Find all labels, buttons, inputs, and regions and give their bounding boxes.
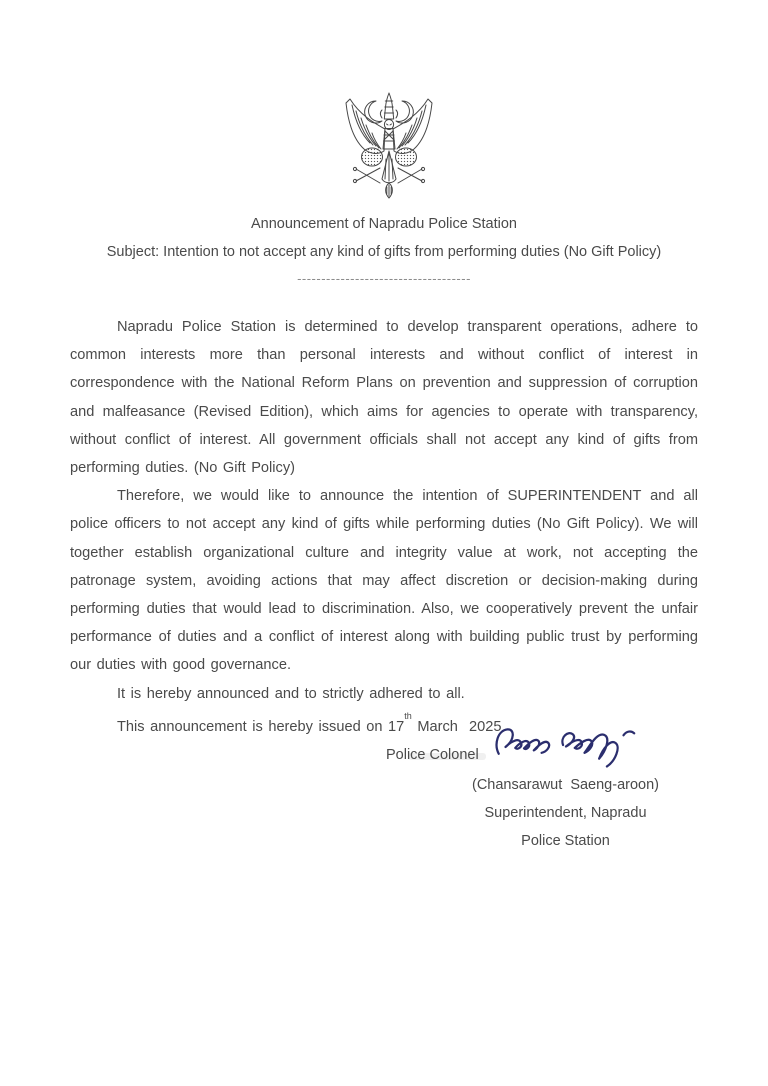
document-title: Announcement of Napradu Police Station [250, 216, 517, 232]
date-line-suffix: March 2025 [411, 718, 502, 735]
handwritten-signature [487, 718, 643, 774]
signatory-position-line1: Superintendent, Napradu [484, 805, 647, 821]
signatory-position-line2: Police Station [521, 833, 610, 849]
date-ordinal: th [404, 710, 412, 721]
separator-dashes: ------------------------------------ [297, 271, 471, 286]
date-line-prefix: This announcement is hereby issued on 17 [117, 718, 405, 735]
document-body [70, 313, 698, 741]
closing-statement: It is hereby announced and to strictly adhered to all. [117, 685, 465, 702]
signatory-block [418, 771, 713, 855]
signatory-name: (Chansarawut Saeng-aroon) [472, 777, 659, 793]
subject-line: Subject: Intention to not accept any kind of gifts from performing duties (No Gift Policy) [106, 244, 662, 260]
garuda-emblem-icon [340, 91, 438, 201]
paragraph-1: Napradu Police Station is determined to develop transparent operations, adhere to common interests more than personal interests and without conflict of interest in correspondence with the National Reform Plans on prevention and suppression of corruption and malfeasance (Revised Edition), which aims for agencies to operate with transparency, without conflict of interest. All government officials shall not accept any kind of gifts from performing duties. (No Gift Policy) [70, 319, 698, 477]
paragraph-2: Therefore, we would like to announce the intention of SUPERINTENDENT and all police officers to not accept any kind of gifts while performing duties (No Gift Policy). We will together establish organizational culture and integrity value at work, not accepting the patronage system, avoiding actions that may affect discretion or decision-making during performing duties that would lead to discrimination. Also, we cooperatively prevent the unfair performance of duties and a conflict of interest along with building public trust by performing our duties with good governance. [70, 488, 698, 674]
signatory-rank: Police Colonel [386, 747, 479, 763]
